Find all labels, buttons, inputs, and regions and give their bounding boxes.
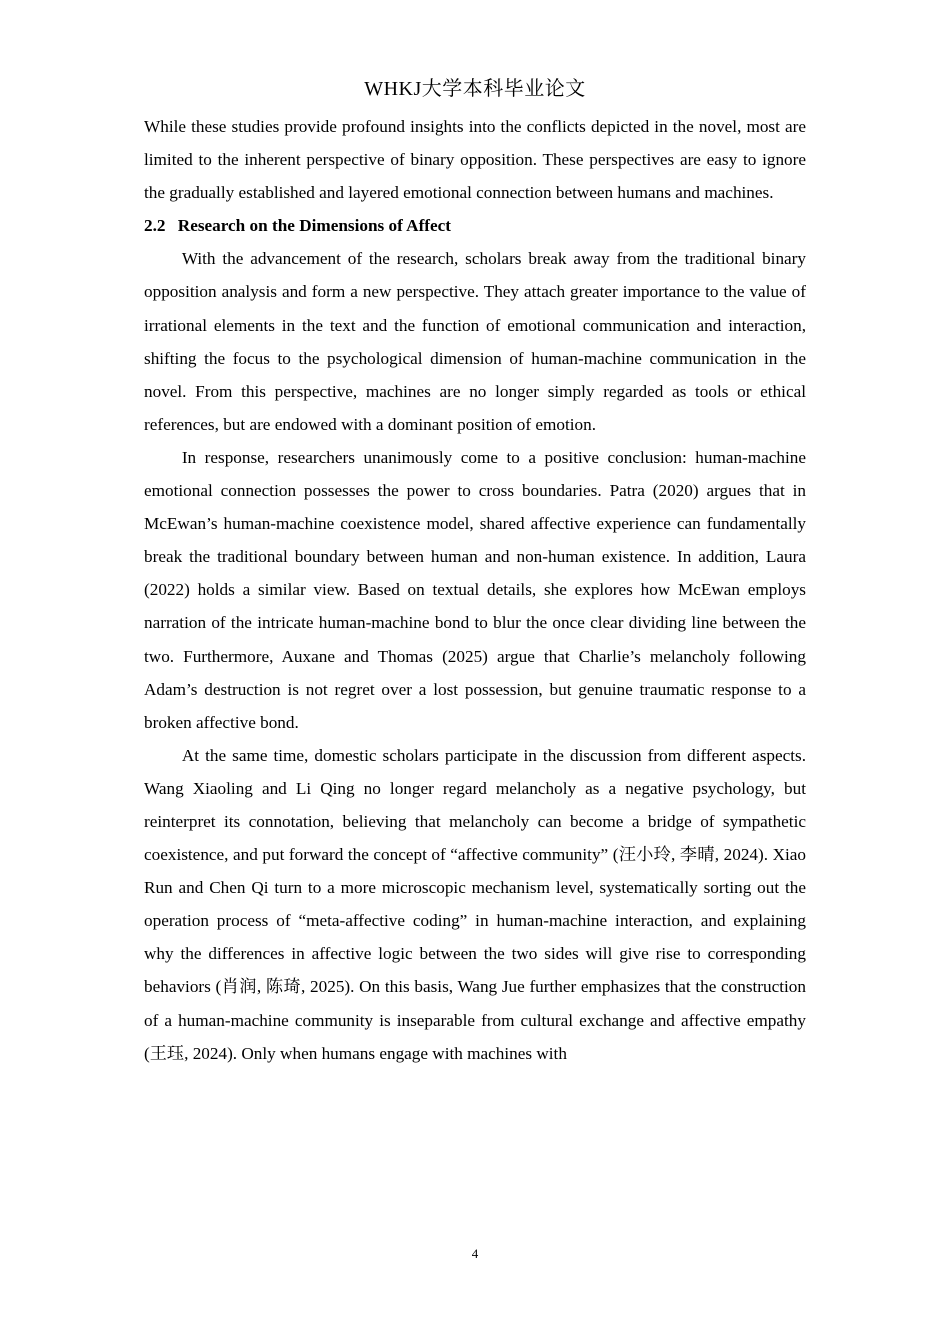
section-number: 2.2 [144, 216, 166, 236]
section-title: Research on the Dimensions of Affect [177, 216, 451, 236]
running-header: WHKJ大学本科毕业论文 [364, 78, 586, 100]
paragraph-research-shift: With the advancement of the research, scholars break away from the traditional binary opposition analysis and form a new perspective. They attach greater importance to the value of irrational elements in the text and the function of emotional communication and interaction, shifting the focus to the psychological dimension of human-machine communication in the novel. From this perspective, machines are no longer simply regarded as tools or ethical references, but are endowed with a dominant position of emotion. [144, 249, 806, 434]
page-number: 4 [471, 1246, 479, 1261]
paragraph-carryover: While these studies provide profound insights into the conflicts depicted in the novel, most are limited to the inherent perspective of binary opposition. These perspectives are easy to ignore the gradually established and layered emotional connection between humans and machines. [144, 117, 806, 203]
page-body [144, 110, 806, 1070]
paragraph-domestic-scholars: At the same time, domestic scholars participate in the discussion from different aspects. Wang Xiaoling and Li Qing no longer regard melancholy as a negative psychology, but reinterpret its connotation, believing that melancholy can become a bridge of sympathetic coexistence, and put forward the concept of “affective community” (汪小玲, 李晴, 2024). Xiao Run and Chen Qi turn to a more microscopic mechanism level, systematically sorting out the operation process of “meta-affective coding” in human-machine interaction, and explaining why the differences in affective logic between the two sides will give rise to corresponding behaviors (肖润, 陈琦, 2025). On this basis, Wang Jue further emphasizes that the construction of a human-machine community is inseparable from cultural exchange and affective empathy (王珏, 2024). Only when humans engage with machines with [144, 745, 806, 1063]
section-heading [144, 209, 806, 242]
paragraph-positive-conclusion: In response, researchers unanimously come to a positive conclusion: human-machine emotional connection possesses the power to cross boundaries. Patra (2020) argues that in McEwan’s human-machine coexistence model, shared affective experience can fundamentally break the traditional boundary between human and non-human existence. In addition, Laura (2022) holds a similar view. Based on textual details, she explores how McEwan employs narration of the intricate human-machine bond to blur the once clear dividing line between the two. Furthermore, Auxane and Thomas (2025) argue that Charlie’s melancholy following Adam’s destruction is not regret over a lost possession, but genuine traumatic response to a broken affective bond. [144, 447, 806, 732]
